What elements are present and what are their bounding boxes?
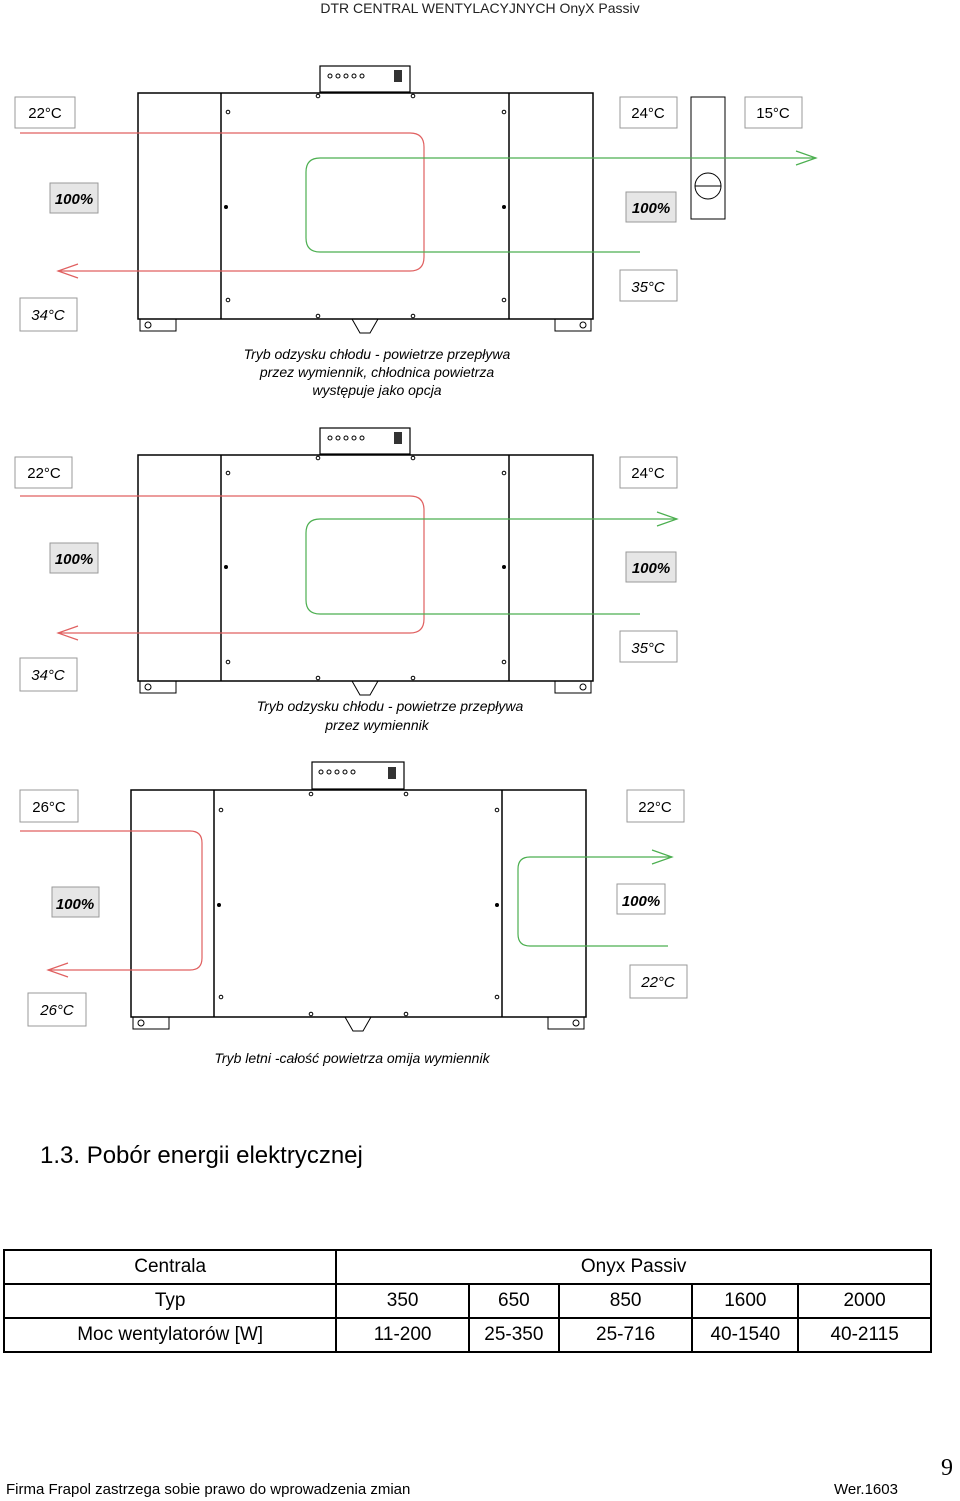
table-row [4, 1318, 931, 1352]
table-cell: 650 [469, 1284, 559, 1318]
table-row [4, 1250, 931, 1284]
diagram-caption-line: Tryb letni -całość powietrza omija wymiennik [214, 1050, 490, 1066]
diagram-caption-line: Tryb odzysku chłodu - powietrze przepływa [243, 346, 511, 362]
airflow-percent-left: 100% [54, 191, 94, 208]
diagram-cooling-recovery [0, 420, 960, 740]
table-cell: 850 [559, 1284, 693, 1318]
temp-label-top-right: 22°C [638, 799, 672, 816]
table-cell-label: Typ [4, 1284, 336, 1318]
diagram-caption-line: przez wymiennik [325, 717, 429, 733]
energy-consumption-table [3, 1249, 932, 1353]
temp-label-top-left: 26°C [32, 799, 66, 816]
temp-label-bottom-left: 34°C [31, 307, 65, 324]
temp-label-bottom-right: 35°C [631, 640, 665, 657]
airflow-percent-right: 100% [621, 893, 661, 910]
table-cell: 1600 [692, 1284, 798, 1318]
table-cell: 2000 [798, 1284, 931, 1318]
table-cell: 40-1540 [692, 1318, 798, 1352]
airflow-percent-left: 100% [54, 551, 94, 568]
document-header-title: DTR CENTRAL WENTYLACYJNYCH OnyX Passiv [320, 0, 640, 16]
table-cell-label: Moc wentylatorów [W] [4, 1318, 336, 1352]
table-cell: 40-2115 [798, 1318, 931, 1352]
airflow-percent-right: 100% [631, 200, 671, 217]
diagram-caption-line: Tryb odzysku chłodu - powietrze przepływa [256, 698, 524, 714]
page-number: 9 [941, 1455, 953, 1481]
footer-disclaimer: Firma Frapol zastrzega sobie prawo do wprowadzenia zmian [6, 1481, 411, 1498]
airflow-percent-right: 100% [631, 560, 671, 577]
table-cell: 25-350 [469, 1318, 559, 1352]
table-cell-label: Centrala [4, 1250, 336, 1284]
temp-label-top-left: 22°C [28, 105, 62, 122]
table-cell-value: Onyx Passiv [336, 1250, 931, 1284]
diagram-caption-line: przez wymiennik, chłodnica powietrza [259, 364, 495, 380]
temp-label-bottom-left: 26°C [40, 1002, 74, 1019]
airflow-percent-left: 100% [55, 896, 95, 913]
diagram-cooling-recovery-with-cooler [0, 60, 960, 405]
section-heading [40, 1142, 363, 1170]
temp-label-top-left: 22°C [27, 465, 61, 482]
table-cell: 350 [336, 1284, 469, 1318]
table-cell: 11-200 [336, 1318, 469, 1352]
temp-label-top-right: 24°C [631, 105, 665, 122]
temp-label-far-right: 15°C [756, 105, 790, 122]
footer-version: Wer.1603 [834, 1481, 898, 1498]
section-number: 1.3. [40, 1142, 81, 1169]
section-title: Pobór energii elektrycznej [86, 1142, 363, 1169]
diagram-caption-line: występuje jako opcja [312, 382, 442, 398]
temp-label-bottom-left: 34°C [31, 667, 65, 684]
temp-label-bottom-right: 22°C [641, 974, 675, 991]
temp-label-bottom-right: 35°C [631, 279, 665, 296]
table-row [4, 1284, 931, 1318]
diagram-summer-bypass [0, 755, 960, 1070]
temp-label-top-right: 24°C [631, 465, 665, 482]
table-cell: 25-716 [559, 1318, 693, 1352]
